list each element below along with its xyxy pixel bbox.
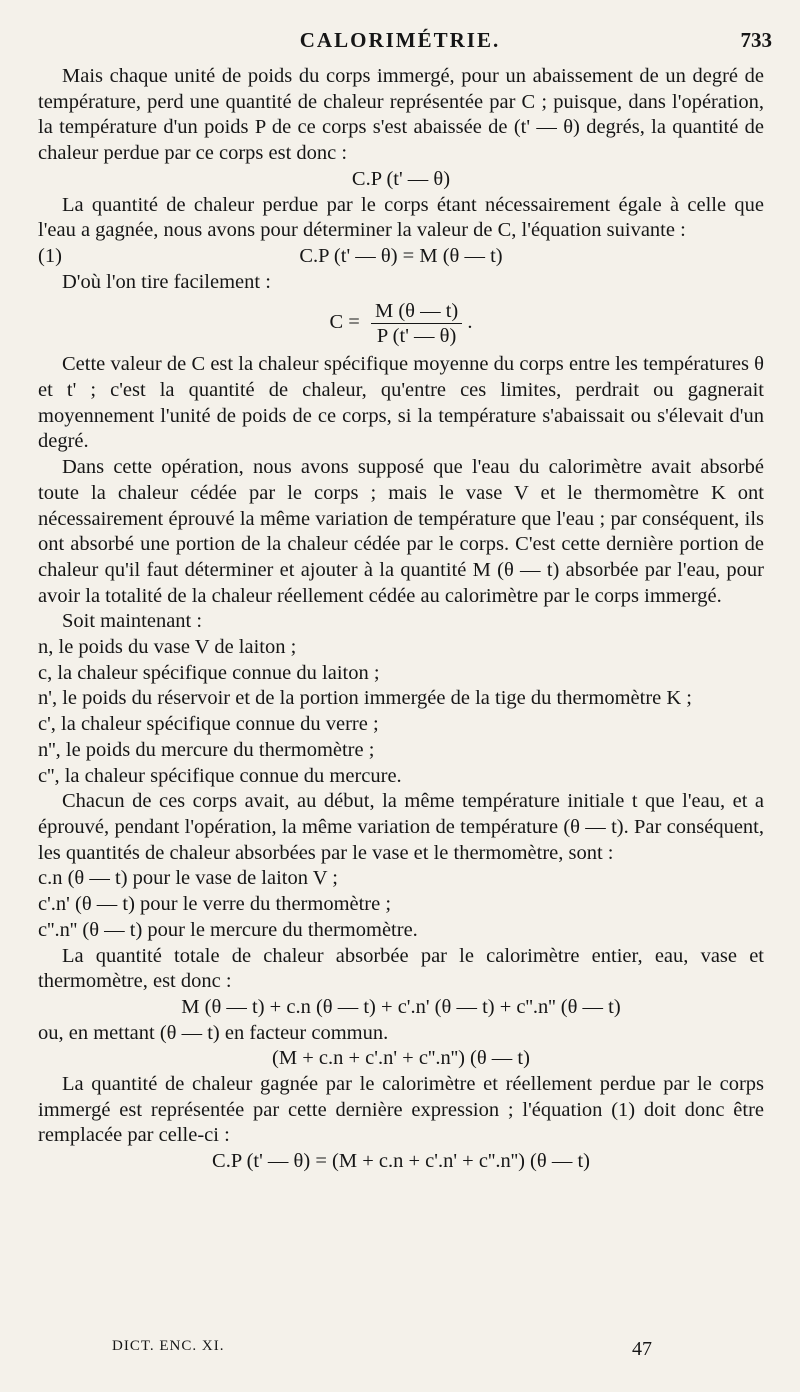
sheet-number: 47 — [632, 1338, 652, 1360]
paragraph-6: Soit maintenant : — [62, 610, 203, 633]
equation-c-value — [38, 299, 764, 348]
list-item: n'', le poids du mercure du thermomètre ; — [38, 738, 375, 761]
equation-1 — [38, 244, 764, 270]
equation-c-lhs: C = — [329, 311, 360, 334]
page-number: 733 — [740, 28, 772, 52]
paragraph-9: ou, en mettant (θ — t) en facteur commun. — [38, 1021, 389, 1044]
fraction-numerator: M (θ — t) — [371, 299, 462, 324]
page-body — [38, 64, 764, 1175]
equation-total: M (θ — t) + c.n (θ — t) + c'.n' (θ — t) + c''.n'' (θ — t) — [181, 995, 621, 1018]
list-item: n', le poids du réservoir et de la portion immergée de la tige du thermomètre K ; — [38, 687, 692, 710]
paragraph-4: Cette valeur de C est la chaleur spécifique moyenne du corps entre les températures θ et t' ; c'est la quantité de chaleur, qu'entre ces limites, perdrait ou gagnerait moyennement l'unité de poids de ce corps, si la température s'abaissait ou s'élevait d'un degré. — [38, 353, 764, 453]
equation-1-body: C.P (t' — θ) = M (θ — t) — [299, 244, 503, 267]
paragraph-5: Dans cette opération, nous avons supposé que l'eau du calorimètre avait absorbé toute la chaleur cédée par le corps ; mais le vase V et le thermomètre K ont nécessairement éprouvé la même variation de température que l'eau ; par conséquent, ils ont absorbé une portion de la chaleur cédée par le corps. C'est cette dernière portion de chaleur qu'il faut déterminer et ajouter à la quantité M (θ — t) absorbée par l'eau, pour avoir la totalité de la chaleur réellement cédée au calorimètre par le corps immergé. — [38, 456, 764, 607]
signature-mark: DICT. ENC. XI. — [112, 1338, 225, 1354]
fraction-denominator: P (t' — θ) — [376, 325, 457, 348]
equation-final: C.P (t' — θ) = (M + c.n + c'.n' + c''.n'') (θ — t) — [212, 1150, 590, 1173]
list-item: c, la chaleur spécifique connue du laiton ; — [38, 661, 380, 684]
list-item: c''.n'' (θ — t) pour le mercure du thermomètre. — [38, 918, 418, 941]
page-footer — [0, 1338, 800, 1368]
equation-factored: (M + c.n + c'.n' + c''.n'') (θ — t) — [272, 1047, 530, 1070]
equation-1-label: (1) — [38, 244, 62, 267]
list-item: c', la chaleur spécifique connue du verre ; — [38, 713, 379, 736]
fraction — [371, 299, 462, 348]
paragraph-7: Chacun de ces corps avait, au début, la même température initiale t que l'eau, et a éprouvé, pendant l'opération, la même variation de température (θ — t). Par conséquent, les quantités de chaleur absorbées par le vase et le thermomètre, sont : — [38, 790, 764, 864]
paragraph-2: La quantité de chaleur perdue par le corps étant nécessairement égale à celle que l'eau a gagnée, nous avons pour déterminer la valeur de C, l'équation suivante : — [38, 193, 764, 242]
running-title: CALORIMÉTRIE. — [299, 28, 501, 52]
paragraph-3: D'où l'on tire facilement : — [62, 270, 271, 293]
page-header — [0, 28, 800, 58]
list-item: c'', la chaleur spécifique connue du mercure. — [38, 764, 402, 787]
paragraph-8: La quantité totale de chaleur absorbée par le calorimètre entier, eau, vase et thermomètre, est donc : — [38, 944, 764, 993]
paragraph-1: Mais chaque unité de poids du corps immergé, pour un abaissement de un degré de température, perd une quantité de chaleur représentée par C ; puisque, dans l'opération, la température d'un poids P de ce corps s'est abaissée de (t' — θ) degrés, la quantité de chaleur perdue par ce corps est donc : — [38, 65, 764, 165]
equation-heat-lost: C.P (t' — θ) — [351, 167, 451, 190]
list-item: c'.n' (θ — t) pour le verre du thermomètre ; — [38, 893, 392, 916]
list-item: c.n (θ — t) pour le vase de laiton V ; — [38, 867, 338, 890]
equation-c-end: . — [467, 311, 473, 334]
paragraph-10: La quantité de chaleur gagnée par le calorimètre et réellement perdue par le corps immergé est représentée par cette dernière expression ; l'équation (1) doit donc être remplacée par celle-ci : — [38, 1073, 764, 1147]
list-item: n, le poids du vase V de laiton ; — [38, 636, 297, 659]
